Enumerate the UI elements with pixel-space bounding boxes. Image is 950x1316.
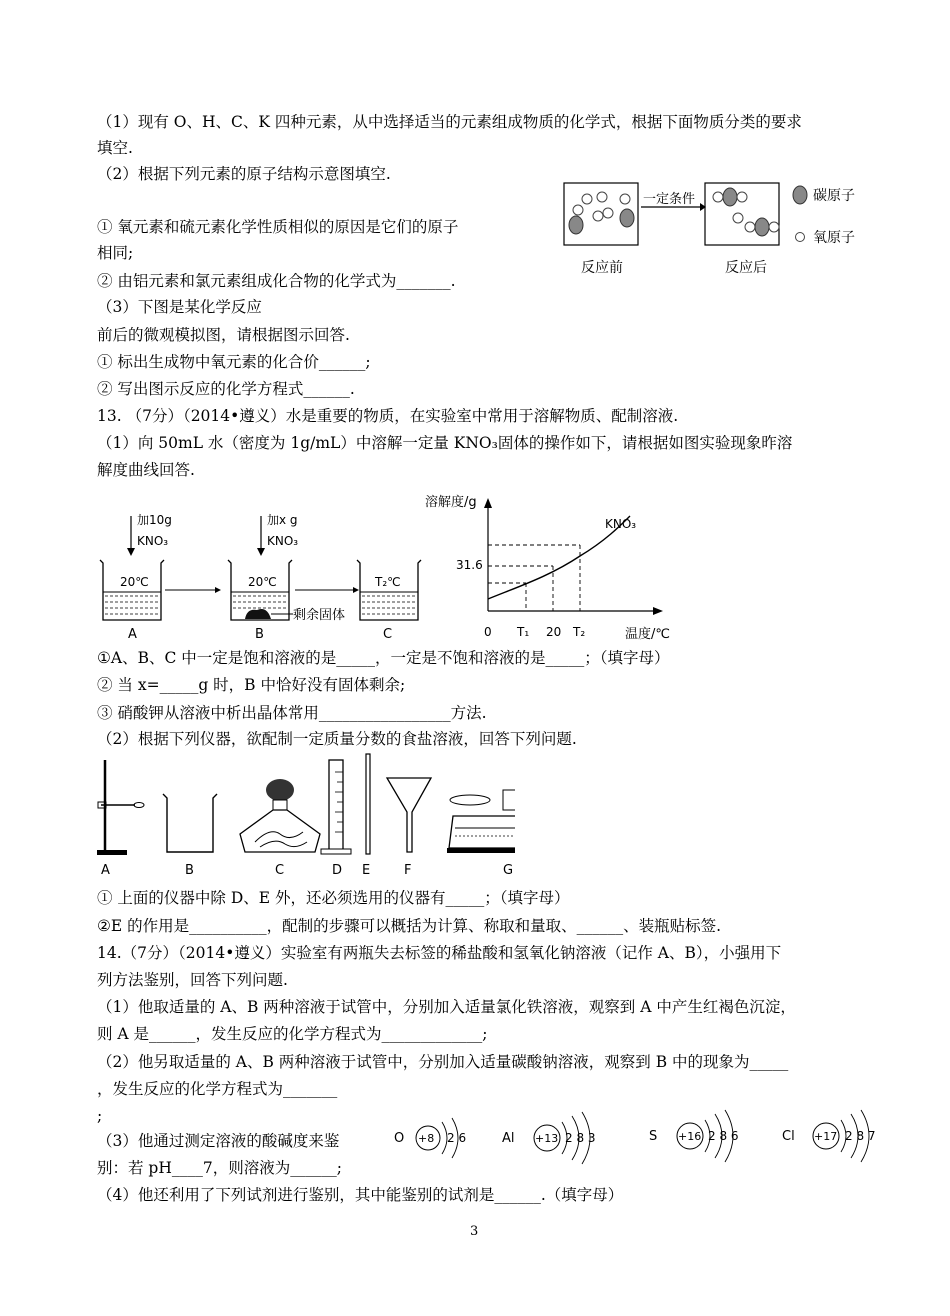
text-line: 前后的微观模拟图，请根据图示回答.: [97, 326, 350, 344]
text-line: ③ 硝酸钾从溶液中析出晶体常用_________________方法.: [97, 704, 487, 722]
atom-symbol-o: O: [394, 1131, 405, 1146]
oxygen-atom: [733, 213, 743, 223]
text-line: （4）他还利用了下列试剂进行鉴别，其中能鉴别的试剂是______.（填字母）: [97, 1186, 624, 1204]
graduated-cylinder: [321, 760, 351, 854]
add-label-a2: KNO₃: [137, 534, 169, 548]
text-line: （1）他取适量的 A、B 两种溶液于试管中，分别加入适量氯化铁溶液，观察到 A 中产生红褐色沉淀，: [97, 998, 796, 1016]
solubility-chart: [420, 486, 690, 646]
text-line: ② 当 x=_____g 时，B 中恰好没有固体剩余;: [97, 676, 406, 694]
atom-shells-al: 2 8 3: [565, 1131, 596, 1145]
atom-symbol-cl: Cl: [782, 1129, 795, 1144]
chart-xlabel: 温度/℃: [625, 627, 670, 642]
text-line: ①A、B、C 中一定是饱和溶液的是_____，一定是不饱和溶液的是_____；（填字母）: [97, 649, 670, 667]
text-line: （3）他通过测定溶液的酸碱度来鉴: [97, 1132, 340, 1150]
label-d: D: [332, 863, 343, 878]
text-line: 解度曲线回答.: [97, 461, 195, 479]
carbon-atom: [620, 209, 634, 227]
x-tick-t1: T₁: [517, 625, 530, 639]
residue-label: 剩余固体: [293, 608, 346, 623]
carbon-atom: [755, 218, 769, 236]
text-line: ;: [97, 1107, 103, 1125]
carbon-atom: [569, 216, 583, 234]
text-line: ，发生反应的化学方程式为_______: [97, 1080, 338, 1098]
label-b: B: [185, 863, 194, 878]
atom-nucleus-s-text: +16: [678, 1130, 702, 1143]
text-line: （1）向 50mL 水（密度为 1g/mL）中溶解一定量 KNO₃固体的操作如下，请根据如图实验现象昨溶: [97, 434, 793, 452]
atom-nucleus-cl-text: +17: [814, 1130, 838, 1143]
oxygen-atom: [620, 194, 630, 204]
label-b: B: [255, 627, 264, 642]
atom-shells-o: 2 6: [447, 1131, 467, 1145]
x-tick-20: 20: [546, 625, 562, 639]
glass-rod: [366, 754, 370, 854]
legend-oxygen-icon: [796, 233, 805, 242]
oxygen-atom: [603, 208, 613, 218]
oxygen-atom: [573, 205, 583, 215]
label-a: A: [101, 863, 110, 878]
label-c: C: [275, 863, 285, 878]
text-line: ① 上面的仪器中除 D、E 外，还必须选用的仪器有_____；（填字母）: [97, 889, 570, 907]
page-number: 3: [470, 1224, 479, 1239]
oxygen-atom: [593, 211, 603, 221]
balance-scale: [447, 790, 515, 853]
text-line: （1）现有 O、H、C、K 四种元素，从中选择适当的元素组成物质的化学式，根据下面物质分类的要求: [97, 113, 802, 131]
atom-nucleus-o-text: +8: [418, 1132, 435, 1145]
label-g: G: [503, 863, 514, 878]
label-a: A: [128, 627, 137, 642]
temp-b: 20℃: [248, 575, 277, 589]
add-label-b: 加x g: [267, 513, 298, 527]
curve-label: KNO₃: [605, 517, 637, 531]
text-line: 则 A 是______，发生反应的化学方程式为_____________;: [97, 1025, 488, 1043]
alcohol-lamp: [240, 779, 320, 852]
atom-shells-cl: 2 8 7: [845, 1129, 876, 1143]
atom-nucleus-al-text: +13: [535, 1132, 559, 1145]
legend-carbon-icon: [793, 186, 807, 204]
x-tick-t2: T₂: [573, 625, 586, 639]
text-line: 填空.: [97, 139, 133, 157]
temp-a: 20℃: [120, 575, 149, 589]
add-label-a: 加10g: [137, 513, 172, 527]
text-line: （2）根据下列仪器，欲配制一定质量分数的食盐溶液，回答下列问题.: [97, 730, 577, 748]
label-f: F: [404, 863, 412, 878]
atom-symbol-al: Al: [502, 1131, 515, 1146]
iron-stand: [97, 760, 144, 855]
beakers-diagram: [95, 508, 435, 648]
funnel: [387, 778, 431, 852]
beaker-c: [357, 560, 421, 620]
oxygen-atom: [597, 192, 607, 202]
text-line: 相同;: [97, 244, 134, 262]
text-line: 14.（7分）（2014•遵义）实验室有两瓶失去标签的稀盐酸和氢氧化钠溶液（记作 A、B），小强用下: [97, 944, 782, 962]
y-tick-31-6: 31.6: [456, 558, 483, 572]
reaction-diagram: [555, 175, 865, 285]
text-line: （2）根据下列元素的原子结构示意图填空.: [97, 165, 391, 183]
legend-oxygen-label: 氧原子: [813, 230, 855, 246]
label-e: E: [362, 863, 371, 878]
label-c: C: [383, 627, 393, 642]
atom-symbol-s: S: [649, 1129, 658, 1144]
text-line: 13. （7分）（2014•遵义）水是重要的物质，在实验室中常用于溶解物质、配制溶液.: [97, 407, 679, 425]
oxygen-atom: [737, 192, 747, 202]
add-label-b2: KNO₃: [267, 534, 299, 548]
legend-carbon-label: 碳原子: [813, 188, 855, 204]
apparatus-diagram: [95, 752, 515, 882]
chart-ylabel: 溶解度/g: [425, 495, 477, 510]
carbon-atom: [723, 188, 737, 206]
atom-diagrams: [390, 1108, 890, 1168]
text-line: ②E 的作用是__________，配制的步骤可以概括为计算、称取和量取、______、装瓶贴标签.: [97, 917, 722, 935]
oxygen-atom: [769, 222, 779, 232]
temp-c: T₂℃: [375, 575, 401, 589]
beaker: [163, 794, 217, 852]
atom-shells-s: 2 8 6: [708, 1129, 739, 1143]
before-label: 反应前: [581, 260, 623, 276]
beaker-a: [100, 560, 164, 620]
condition-label: 一定条件: [643, 192, 696, 207]
text-line: ② 写出图示反应的化学方程式______.: [97, 380, 355, 398]
after-label: 反应后: [725, 260, 767, 276]
text-line: ① 氧元素和硫元素化学性质相似的原因是它们的原子: [97, 218, 459, 236]
text-line: ① 标出生成物中氧元素的化合价______;: [97, 353, 371, 371]
text-line: （3）下图是某化学反应: [97, 298, 262, 316]
text-line: ② 由铝元素和氯元素组成化合物的化学式为_______.: [97, 272, 456, 290]
oxygen-atom: [745, 222, 755, 232]
text-line: （2）他另取适量的 A、B 两种溶液于试管中，分别加入适量碳酸钠溶液，观察到 B 中的现象为_____: [97, 1053, 789, 1071]
x-tick-0: 0: [484, 625, 492, 639]
text-line: 列方法鉴别，回答下列问题.: [97, 971, 288, 989]
solid-residue: [245, 609, 271, 619]
oxygen-atom: [582, 194, 592, 204]
text-line: 别：若 pH____7，则溶液为______;: [97, 1159, 342, 1177]
oxygen-atom: [713, 192, 723, 202]
